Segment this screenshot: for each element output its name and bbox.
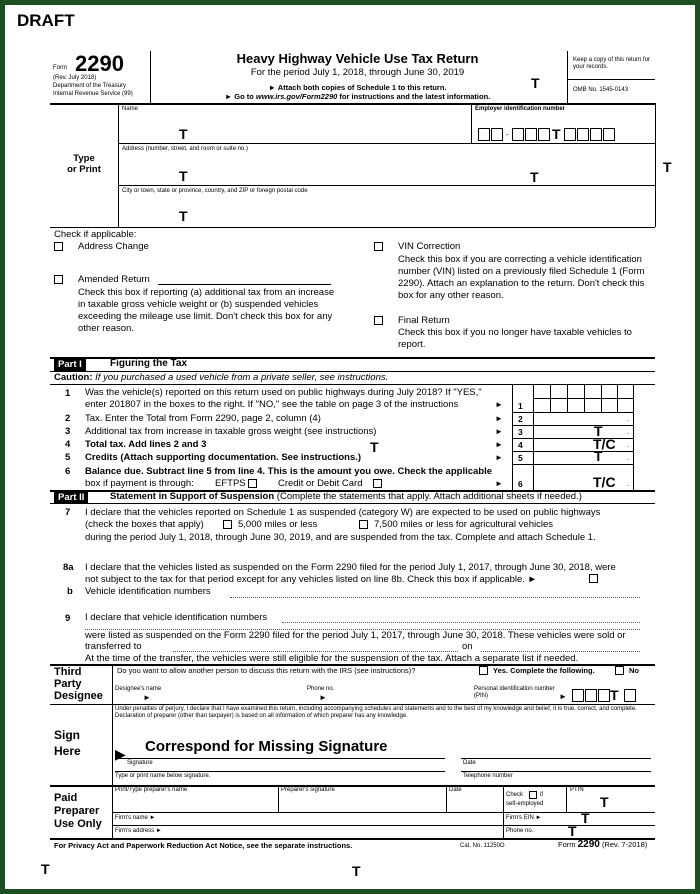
7500-miles-checkbox[interactable] [359,520,368,529]
side-mark: T [663,159,672,175]
designee-yes-label: Yes. Complete the following. [493,666,595,675]
line9-on: on [462,641,473,652]
address-mark: T [530,169,539,185]
line8b-text: Vehicle identification numbers [85,586,211,597]
ein-box-9[interactable] [603,128,615,141]
eftps-checkbox[interactable] [248,479,257,488]
privacy-notice: For Privacy Act and Paperwork Reduction Act Notice, see the separate instructions. [54,841,353,850]
ein-box-6[interactable] [564,128,576,141]
third-party-label: Third Party Designee [54,666,103,702]
pin-box-3[interactable] [598,689,610,702]
amended-return-checkbox[interactable] [54,275,63,284]
eftps-label: EFTPS [215,478,246,489]
address-change-label: Address Change [78,241,149,252]
line1-text2: enter 201807 in the boxes to the right. If "NO," see the table on page 3 of the instructions [85,399,459,410]
line5-num: 5 [65,452,71,463]
line8b-num: b [67,586,73,597]
irs-url[interactable]: www.irs.gov/Form2290 [255,92,338,101]
line9-vin-input-line[interactable] [282,622,640,623]
pin-box-4[interactable] [624,689,636,702]
final-description: Check this box if you no longer have taxable vehicles to report. [398,327,632,350]
part2-label: Part II [54,491,88,504]
ptin-field[interactable]: T [600,794,609,810]
line2-num: 2 [65,413,71,424]
line3-text: Additional tax from increase in taxable gross weight (see instructions) [85,426,377,437]
vin-correction-checkbox[interactable] [374,242,383,251]
name-label: Name [122,106,139,112]
line6-text2: box if payment is through: [85,478,194,489]
pin-box-2[interactable] [585,689,597,702]
line8a-num: 8a [63,562,74,573]
form-word: Form [53,65,67,71]
self-employed-checkbox[interactable] [529,791,537,799]
transfer-date-input-line[interactable] [481,651,640,652]
ein-mark: T [552,126,561,142]
line5-box-num: 5 [518,453,523,463]
cat-number: Cat. No. 11250O [460,843,505,849]
line5-field[interactable]: T [594,448,603,464]
line4-num: 4 [65,439,71,450]
phone-no-field[interactable]: T [568,823,577,839]
check-applicable-heading: Check if applicable: [54,229,137,240]
line1-text: Was the vehicle(s) reported on this return used on public highways during July 2018? If "YES," [85,387,482,398]
ein-label: Employer identification number [475,106,566,112]
line6-num: 6 [65,466,71,477]
form-page: DRAFT Form 2290 (Rev. July 2018) Department of the Treasury Internal Revenue Service (99) Heavy Highway Vehicle Use Tax Return For the period July 1, 2018, through June 30, 2019 ► Attach both copies of Schedule 1 to this return. ► Go to www.irs.gov/Form2290 for instructions and the latest information. T Keep a copy of this return for your records. OMB No. 1545-0143 Type or Print Name T Employer identification number - T Address (number, street, and room or suite no.) T T T City or town, state or province, country, and ZIP or foreign postal code T Check if applicable: Address Change Amended Return Check this box if reporting (a) additional tax from an increase in taxable gross vehicle weight or (b) suspended vehicles exceeding the mileage use limit. Don't check this box for any other reason. VIN Correction Check this box if you are correcting a vehicle identification number (VIN) listed on a previously filed Schedule 1 (Form 2290). Attach an explanation to the return. Don't check this box for any other reason. Final Return Check this box if you no longer have taxable vehicles to report. Part I Figuring the Tax Caution: If you purchased a used vehicle from a private seller, see instructions. 1 Was the vehicle(s) reported on this return used on public highways during July 2018? If "YES," enter 201807 in the boxes to the right. If "NO," see the table on page 3 of the instructions ► 1 2 Tax. Enter the Total from Form 2290, page 2, column (4) ► 2 . 3 Additional tax from increase in taxable gross weight (see instructions) ► 3 T . 4 Total tax. Add lines 2 and 3 T ► 4 T/C . 5 Credits (Attach supporting documentation. See instructions.) ► 5 T . 6 Balance due. Subtract line 5 from line 4. This is the amount you owe. Check the applicable box if payment is through: EFTPS Credit or Debit Card ► 6 T/C . Part II Statement in Support of Suspension (Complete the statements that apply. Attach additional sheets if needed.) 7 I declare that the vehicles reported on Schedule 1 as suspended (category W) are expected to be used on public highways (check the boxes that apply) 5,000 miles or less 7,500 miles or less for agricultural vehicles during the period July 1, 2018, through June 30, 2019, and are suspended from the tax. Complete and attach Schedule 1. 8a I declare that the vehicles listed as suspended on the Form 2290 filed for the period July 1, 2017, through June 30, 2018, were not subject to the tax for that period except for any vehicles listed on line 8b. Check this box if applicable. ► b Vehicle identification numbers 9 I declare that vehicle identification numbers were listed as suspended on the Form 2290 filed for the period July 1, 2017, through June 30, 2018. These vehicles were sold or transferred to on At the time of the transfer, the vehicles were still eligible for the suspension of the tax. Attach a separate list if needed. Third Party Designee Do you want to allow another person to discuss this return with the IRS (see instructions)? Yes. Complete the following. No Designee's name ► Phone no. ► Personal identification number (PIN) ► T Sign Here Under penalties of perjury, I declare that I have examined this return, including accompanying schedules and statements and to the best of my knowledge and belief, it is true, correct, and complete. Declaration of preparer (other than taxpayer) is based on all information of which preparer has any knowledge. ▶ Correspond for Missing Signature Signature Date Type or print name below signature. Telephone number Paid Preparer Use Only Print/Type preparer's name Preparer's signature Date Check if self-employed PTIN T Firm's name ► Firm's EIN ► T Firm's address ► Phone no. T For Privacy Act and Paperwork Reduction Act Notice, see the separate instructions. Cat. No. 11250O Form 2290 (Rev. 7-2018) T T [0,0,700,894]
card-checkbox[interactable] [373,479,382,488]
vin-description: Check this box if you are correcting a vehicle identification number (VIN) listed on a previously filed Schedule 1 (Form 2290). Attach an explanation to the return. Don't check this box for any other reason. [398,254,645,301]
firm-ein-field[interactable]: T [581,810,590,826]
vin-correction-label: VIN Correction [398,241,461,252]
ein-box-1[interactable] [478,128,490,141]
city-field[interactable]: T [179,208,188,224]
footer-form: Form 2290 (Rev. 7-2018) [558,839,648,850]
part1-title: Figuring the Tax [110,358,188,369]
bottom-mark-left: T [41,861,50,877]
card-label: Credit or Debit Card [278,478,363,489]
line7-num: 7 [65,507,71,518]
line8a-checkbox[interactable] [589,574,598,583]
5000-miles-label: 5,000 miles or less [238,519,318,530]
line2-text: Tax. Enter the Total from Form 2290, page 2, column (4) [85,413,321,424]
final-return-checkbox[interactable] [374,316,383,325]
form-title: Heavy Highway Vehicle Use Tax Return [236,51,479,66]
preparer-label: Paid Preparer Use Only [54,792,102,830]
designee-question: Do you want to allow another person to discuss this return with the IRS (see instructions)? [117,666,416,675]
firm-address-label: Firm's address ► [115,828,162,834]
vin-input-line[interactable] [230,597,640,598]
ein-box-5[interactable] [538,128,550,141]
self-employed-label: self-employed [506,801,544,807]
line7-text-c: during the period July 1, 2018, through June 30, 2019, and are suspended from the tax. Complete and attach Schedule 1. [85,532,596,543]
line9-text-a: I declare that vehicle identification numbers [85,612,268,623]
form-rev: (Rev. July 2018) [53,75,97,81]
line4-mark: T [370,439,379,455]
city-label: City or town, state or province, country, and ZIP or foreign postal code [122,188,308,194]
line3-num: 3 [65,426,71,437]
line9-num: 9 [65,613,71,624]
bottom-mark-center: T [352,863,361,879]
ein-box-3[interactable] [512,128,524,141]
line6-field[interactable]: T/C [593,474,616,490]
sign-here-label: Sign Here [54,728,81,758]
preparer-name-label: Print/Type preparer's name [115,787,188,793]
signature-field[interactable]: Correspond for Missing Signature [145,738,388,755]
check-label: Check [506,792,524,798]
line9-text-b: were listed as suspended on the Form 2290 filed for the period July 1, 2017, through June 30, 2018. These vehicles were sold or [85,630,626,641]
keep-copy-note: Keep a copy of this return for your records. [573,57,651,70]
phone-no-label: Phone no. [506,828,534,834]
part2-title: Statement in Support of Suspension (Complete the statements that apply. Attach additional sheets if needed.) [110,491,582,502]
signature-label: Signature [127,760,153,766]
designee-no-checkbox[interactable] [615,666,624,675]
line1-num: 1 [65,388,71,399]
attach-instruction: ► Attach both copies of Schedule 1 to this return. [268,83,447,92]
line4-text: Total tax. Add lines 2 and 3 [85,439,207,450]
address-label: Address (number, street, and room or suite no.) [122,146,249,152]
telephone-label: Telephone number [463,773,513,779]
line9-text-d: At the time of the transfer, the vehicles were still eligible for the suspension of the tax. Attach a separate list if needed. [85,653,579,664]
line1-box-num: 1 [518,401,523,411]
or-print-label: or Print [67,164,101,175]
designee-no-label: No [629,666,639,675]
designee-phone-label: Phone no. [307,686,335,692]
omb-number: OMB No. 1545-0143 [573,87,629,93]
ein-box-2[interactable] [491,128,503,141]
ein-box-8[interactable] [590,128,602,141]
line8a-text-b: not subject to the tax for that period except for any vehicles listed on line 8b. Check this box if applicable. ► [85,574,537,585]
ein-box-7[interactable] [577,128,589,141]
line6-box-num: 6 [518,479,523,489]
preparer-date-label: Date [449,787,462,793]
line3-field[interactable]: T [594,423,603,439]
line2-box-num: 2 [518,414,523,424]
line7-text-a: I declare that the vehicles reported on Schedule 1 as suspended (category W) are expected to be used on public highways [85,507,601,518]
preparer-signature-label: Preparer's signature [281,787,335,793]
5000-miles-checkbox[interactable] [223,520,232,529]
7500-miles-label: 7,500 miles or less for agricultural vehicles [374,519,553,530]
draft-watermark: DRAFT [17,11,75,30]
firm-name-label: Firm's name ► [115,815,156,821]
amended-return-label: Amended Return [78,274,150,285]
name-field[interactable]: T [179,126,188,142]
dept-line1: Department of the Treasury [53,83,127,89]
ptin-label: PTIN [570,787,584,793]
amended-description: Check this box if reporting (a) additional tax from an increase in taxable gross vehicle weight or (b) suspended vehicles exceeding the mileage use limit. Don't check this box for any other reason. [78,287,335,334]
address-field[interactable]: T [179,168,188,184]
line3-box-num: 3 [518,427,523,437]
line6-text: Balance due. Subtract line 5 from line 4. This is the amount you owe. Check the applicable [85,466,493,477]
final-return-label: Final Return [398,315,450,326]
caution-line: Caution: If you purchased a used vehicle from a private seller, see instructions. [54,372,389,383]
perjury-statement: Under penalties of perjury, I declare that I have examined this return, including accompanying schedules and statements and to the best of my knowledge and belief, it is true, correct, and complete. Declaration of preparer (other than taxpayer) is based on all information of which preparer has any knowledge. [115,706,637,719]
line5-text: Credits (Attach supporting documentation. See instructions.) [85,452,362,463]
line4-field[interactable]: T/C [593,436,616,452]
type-name-label: Type or print name below signature. [115,773,211,779]
form-period: For the period July 1, 2018, through June 30, 2019 [250,67,465,78]
designee-pin-label: Personal identification number (PIN) [474,686,555,699]
line8a-text-a: I declare that the vehicles listed as suspended on the Form 2290 filed for the period July 1, 2017, through June 30, 2018, were [85,562,616,573]
dept-line2: Internal Revenue Service (99) [53,91,133,97]
part1-label: Part I [54,358,86,371]
sign-date-label: Date [463,760,476,766]
designee-yes-checkbox[interactable] [479,666,488,675]
line4-box-num: 4 [518,440,523,450]
pin-mark: T [610,687,619,703]
transferee-input-line[interactable] [173,651,458,652]
line7-text-b: (check the boxes that apply) [85,519,204,530]
line9-text-c: transferred to [85,641,142,652]
mark-t: T [531,75,540,91]
go-to-instruction: ► Go to www.irs.gov/Form2290 for instructions and the latest information. [224,92,491,101]
pin-box-1[interactable] [572,689,584,702]
ein-box-4[interactable] [525,128,537,141]
form-number: 2290 [75,51,124,76]
designee-name-label: Designee's name [115,686,162,692]
if-label: if [540,792,543,798]
type-label: Type [73,153,95,164]
firm-ein-label: Firm's EIN ► [506,815,542,821]
address-change-checkbox[interactable] [54,242,63,251]
